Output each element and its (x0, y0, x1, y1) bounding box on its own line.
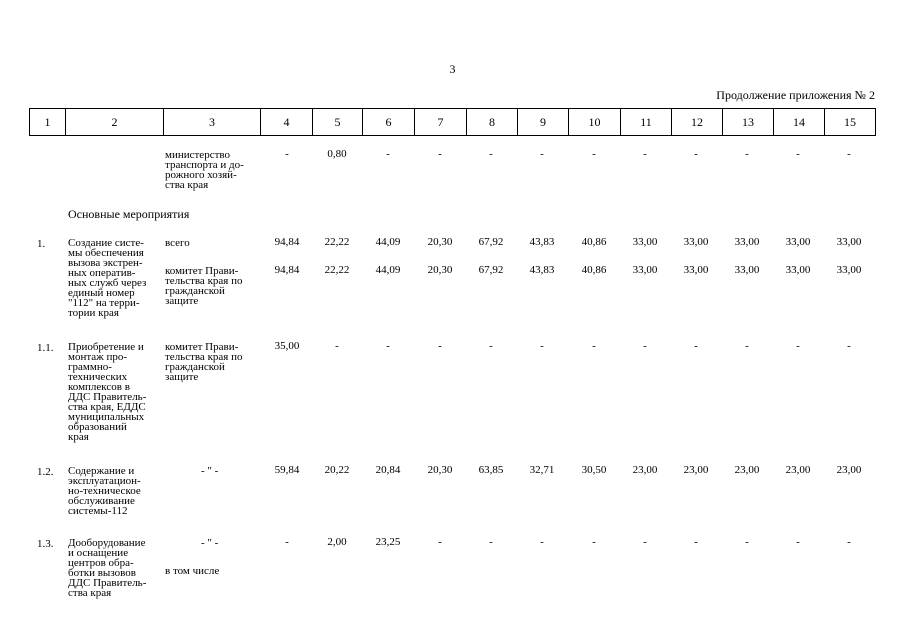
value-cell: - (285, 148, 289, 160)
value-cell: 23,00 (632, 464, 658, 476)
column-number-header (29, 108, 876, 136)
row-name-line: Дооборудование (68, 537, 146, 549)
row-name-line: Приобретение и (68, 341, 144, 353)
value-cell: 63,85 (478, 464, 504, 476)
value-cell: - (847, 340, 851, 352)
row-name-line: ботки вызовов (68, 567, 136, 579)
value-cell: 30,50 (581, 464, 607, 476)
value-cell: - (694, 536, 698, 548)
continuation-caption: Продолжение приложения № 2 (716, 88, 875, 102)
executor-line: - " - (201, 537, 219, 549)
value-cell: 94,84 (274, 264, 300, 276)
value-cell: - (592, 340, 596, 352)
column-number-cell: 15 (825, 109, 876, 136)
value-cell: 33,00 (836, 264, 862, 276)
value-cell: - (796, 148, 800, 160)
value-cell: 35,00 (274, 340, 300, 352)
value-cell: 22,22 (324, 264, 350, 276)
value-cell: 23,00 (683, 464, 709, 476)
executor-line: тельства края по (165, 351, 243, 363)
executor-line: ства края (165, 179, 209, 191)
value-cell: - (745, 536, 749, 548)
value-cell: 33,00 (734, 264, 760, 276)
value-cell: 33,00 (836, 236, 862, 248)
column-number-cell: 11 (621, 109, 672, 136)
column-number-cell: 12 (672, 109, 723, 136)
value-cell: 0,80 (327, 148, 347, 160)
row-name-line: технических (68, 371, 128, 383)
value-cell: - (847, 148, 851, 160)
row-number: 1.1. (37, 342, 54, 354)
value-cell: 67,92 (478, 236, 504, 248)
row-name-line: образований (68, 421, 127, 433)
value-cell: - (438, 148, 442, 160)
row-name-line: тории края (68, 307, 119, 319)
value-cell: - (745, 340, 749, 352)
value-cell: - (643, 340, 647, 352)
value-cell: 33,00 (683, 264, 709, 276)
value-cell: - (847, 536, 851, 548)
value-cell: - (796, 340, 800, 352)
value-cell: - (592, 536, 596, 548)
executor-line: рожного хозяй- (165, 169, 237, 181)
row-name-line: системы-112 (68, 505, 128, 517)
value-cell: 20,84 (375, 464, 401, 476)
row-name-line: и оснащение (68, 547, 129, 559)
executor-line: защите (165, 371, 199, 383)
row-name-line: "112" на терри- (68, 297, 140, 309)
value-cell: 20,30 (427, 464, 453, 476)
value-cell: 23,00 (836, 464, 862, 476)
value-cell: 20,22 (324, 464, 350, 476)
column-number-cell: 14 (774, 109, 825, 136)
value-cell: 2,00 (327, 536, 347, 548)
value-cell: 32,71 (529, 464, 555, 476)
row-name-line: обслуживание (68, 495, 135, 507)
value-cell: - (540, 536, 544, 548)
row-name-line: муниципальных (68, 411, 145, 423)
row-name-line: ных служб через (68, 277, 147, 289)
row-name-line: комплексов в (68, 381, 130, 393)
value-cell: 20,30 (427, 264, 453, 276)
value-cell: 33,00 (785, 264, 811, 276)
row-name-line: края (68, 431, 89, 443)
value-cell: 44,09 (375, 236, 401, 248)
column-number-cell: 4 (261, 109, 313, 136)
page-number: 3 (449, 62, 456, 76)
value-cell: - (796, 536, 800, 548)
value-cell: - (540, 148, 544, 160)
executor-line: в том числе (165, 565, 220, 577)
value-cell: 23,25 (375, 536, 401, 548)
value-cell: - (694, 340, 698, 352)
value-cell: 43,83 (529, 264, 555, 276)
value-cell: 44,09 (375, 264, 401, 276)
row-name-line: Создание систе- (68, 237, 144, 249)
executor-line: защите (165, 295, 199, 307)
column-number-cell: 2 (66, 109, 164, 136)
executor-line: тельства края по (165, 275, 243, 287)
value-cell: - (592, 148, 596, 160)
value-cell: - (489, 340, 493, 352)
value-cell: 40,86 (581, 264, 607, 276)
value-cell: - (438, 340, 442, 352)
value-cell: - (540, 340, 544, 352)
value-cell: - (285, 536, 289, 548)
value-cell: - (643, 536, 647, 548)
value-cell: 94,84 (274, 236, 300, 248)
executor-line: министерство (165, 149, 231, 161)
row-name-line: граммно- (68, 361, 112, 373)
row-name-line: ства края (68, 587, 112, 599)
value-cell: - (438, 536, 442, 548)
column-number-cell: 8 (467, 109, 518, 136)
executor-line: - " - (201, 465, 219, 477)
column-number-cell: 7 (415, 109, 467, 136)
value-cell: - (643, 148, 647, 160)
executor-line: транспорта и до- (165, 159, 244, 171)
executor-line: гражданской (165, 285, 225, 297)
column-number-cell: 13 (723, 109, 774, 136)
row-name-line: вызова экстрен- (68, 257, 143, 269)
column-number-cell: 9 (518, 109, 569, 136)
value-cell: 22,22 (324, 236, 350, 248)
column-number-cell: 6 (363, 109, 415, 136)
column-number-cell: 5 (313, 109, 363, 136)
row-name-line: ных оператив- (68, 267, 136, 279)
row-name-line: ства края, ЕДДС (68, 401, 146, 413)
value-cell: 20,30 (427, 236, 453, 248)
value-cell: - (386, 340, 390, 352)
column-number-cell: 10 (569, 109, 621, 136)
row-name-line: центров обра- (68, 557, 134, 569)
value-cell: - (694, 148, 698, 160)
section-title: Основные мероприятия (68, 207, 190, 221)
value-cell: - (335, 340, 339, 352)
row-name-line: единый номер (68, 287, 135, 299)
row-number: 1.3. (37, 538, 54, 550)
row-name-line: но-техническое (68, 485, 141, 497)
row-name-line: Содержание и (68, 465, 135, 477)
value-cell: 59,84 (274, 464, 300, 476)
row-number: 1.2. (37, 466, 54, 478)
column-number-cell: 1 (30, 109, 66, 136)
row-name-line: мы обеспечения (68, 247, 144, 259)
value-cell: 33,00 (632, 236, 658, 248)
value-cell: 23,00 (785, 464, 811, 476)
value-cell: - (745, 148, 749, 160)
value-cell: 33,00 (785, 236, 811, 248)
value-cell: - (489, 536, 493, 548)
executor-line: комитет Прави- (165, 265, 239, 277)
value-cell: 33,00 (734, 236, 760, 248)
row-name-line: монтаж про- (68, 351, 128, 363)
row-number: 1. (37, 238, 46, 250)
value-cell: - (489, 148, 493, 160)
value-cell: 40,86 (581, 236, 607, 248)
executor-line: всего (165, 237, 190, 249)
value-cell: 43,83 (529, 236, 555, 248)
value-cell: 67,92 (478, 264, 504, 276)
executor-line: комитет Прави- (165, 341, 239, 353)
row-name-line: эксплуатацион- (68, 475, 141, 487)
row-name-line: ДДС Правитель- (68, 577, 147, 589)
row-name-line: ДДС Правитель- (68, 391, 147, 403)
value-cell: 23,00 (734, 464, 760, 476)
value-cell: - (386, 148, 390, 160)
executor-line: гражданской (165, 361, 225, 373)
value-cell: 33,00 (632, 264, 658, 276)
column-number-cell: 3 (164, 109, 261, 136)
value-cell: 33,00 (683, 236, 709, 248)
